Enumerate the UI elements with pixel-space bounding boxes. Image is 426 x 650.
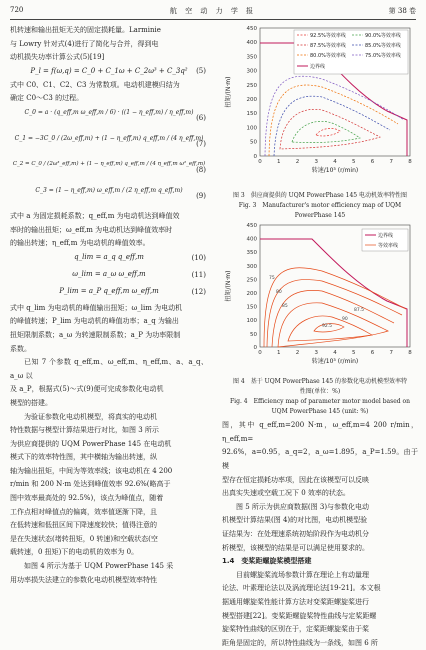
equation-8 (10, 158, 208, 184)
equation-9 (10, 184, 208, 210)
legend-label: 边界线 (378, 232, 394, 239)
legend (294, 30, 408, 74)
contour-label: 80 (276, 289, 282, 295)
intro-paragraph (10, 24, 208, 65)
figure-3-efficiency-map (222, 24, 418, 184)
equation-body: C_3 = (1 − η_eff,m) ω_eff,m / (2 η_eff,m q_eff,m) (35, 186, 183, 194)
y-tick-label: 0 (253, 344, 257, 351)
text-line: 轴为输出扭矩，中间为等效率线；该电动机在 4 200 (10, 466, 173, 475)
y-tick-label: 450 (246, 26, 257, 32)
equation-body: q_lim = a_q q_eff,m (74, 252, 144, 261)
equation-10 (10, 251, 208, 268)
x-tick-label: 4 (333, 159, 337, 165)
propeller-paragraph (222, 569, 418, 650)
y-tick-label: 150 (246, 304, 257, 311)
legend-label: 等效率线 (378, 242, 399, 249)
text-line: 系数。 (10, 344, 31, 353)
text-line: 式中 q_lim 为电动机的峰值输出扭矩；ω_lim 为电动机 (10, 303, 183, 312)
y-tick-label: 300 (246, 68, 257, 75)
figure-3-caption-cn: 图 3 供应商提供的 UQM PowerPhase 145 电动机效率特性图 (233, 191, 407, 199)
x-tick-label: 5 (352, 159, 356, 165)
equation-7 (10, 132, 208, 158)
text-line: 模型搭建[22]。变桨距螺旋桨特性曲线与定桨距螺 (222, 611, 377, 620)
y-tick-label: 0 (253, 153, 257, 160)
equation-body: ω_lim = a_ω ω_eff,m (72, 269, 146, 278)
text-line: 确定 C0～C3 的过程。 (10, 94, 84, 103)
contour-87-5 (278, 302, 388, 346)
y-tick-label: 400 (246, 236, 257, 243)
text-line: 与 Lowry 针对式(4)进行了简化与合并，得到电 (10, 39, 159, 48)
text-line: 型存在恒定损耗功率项，因此在该模型可以反映 (222, 475, 369, 484)
y-tick-label: 200 (246, 97, 257, 103)
x-tick-label: 8 (408, 159, 412, 165)
left-column (10, 24, 208, 587)
text-line: 出真实失速或空载工况下 0 效率的状态。 (222, 489, 350, 498)
text-line: 旋桨特性曲线的区别在于，定桨距螺旋桨由于桨 (222, 625, 369, 634)
contour-87-5 (280, 109, 380, 149)
fig4-intro-paragraph (10, 560, 208, 587)
legend-label: 80.0%等效率线 (310, 53, 346, 59)
equation-body: P_l = f(ω,q) = C_0 + C_1ω + C_2ω³ + C_3q² (30, 66, 188, 75)
text-line: 为验证参数化电动机模型，将真实的电动机 (24, 412, 157, 421)
x-tick-label: 8 (408, 349, 412, 356)
y-tick-label: 450 (246, 222, 257, 229)
text-line: 式中 a 为固定损耗系数；q_eff,m 为电动机达到峰值效 (10, 211, 180, 220)
x-tick-label: 4 (333, 349, 337, 356)
y-tick-label: 150 (246, 111, 257, 118)
y-tick-label: 350 (246, 249, 257, 256)
text-line: 机模型计算结果(图 4)的对比图，电动机模型验 (222, 516, 368, 525)
equation-body: C_2 = C_0 / (2ω³_eff,m) + (1 − η_eff,m) q_eff,m / (4 η_eff,m ω²_eff,m) (12, 160, 206, 167)
volume-label: 第 38 卷 (388, 7, 416, 15)
x-tick-label: 5 (352, 349, 356, 356)
text-line: 扭矩限制系数；a_ω 为转速限制系数；a_P 为功率限制 (10, 330, 181, 339)
text-line: 在低转速和低扭区间下降速度较快；值得注意的 (10, 521, 157, 530)
x-tick-label: 0 (258, 349, 262, 356)
figure-4-caption-en: UQM PowerPhase 145 (unit: %) (271, 408, 369, 416)
text-line: 距角是固定的，所以特性曲线为一条线，如图 6 所 (222, 638, 378, 647)
equation-5 (10, 65, 208, 79)
text-line: 是在失速状态(堵转扭矩，0 转速)和空载状态(空 (10, 534, 158, 543)
y-tick-label: 50 (250, 331, 257, 338)
header-row (10, 6, 416, 18)
text-line: 析模型，该模型的结果是可以满足使用要求的。 (222, 543, 369, 552)
contour-label: 87.5 (354, 307, 365, 313)
figure-3-caption-en: Fig. 3 Manufacturer's motor efficiency map of UQM (238, 201, 402, 209)
equation-body: C_1 = −3C_0 / (2ω_eff,m) + (1 − η_eff,m) q_eff,m / (4 η_eff,m) (14, 134, 204, 142)
x-axis-label: 转速/10³ (r/min) (311, 167, 359, 174)
contour-label: 92.5 (322, 323, 333, 329)
text-line: 图，其中 q_eff,m=200 N·m，ω_eff,m=4 200 r/min，η_eff,m= (222, 421, 418, 443)
x-tick-label: 0 (258, 159, 262, 165)
text-line: 载转速，0 扭矩)下的电动机的效率为 0。 (10, 548, 139, 557)
page-number: 720 (10, 6, 24, 14)
x-ticks (258, 350, 412, 356)
validation-paragraph (10, 411, 208, 561)
text-line: 机转速和输出扭矩无关的固定损耗量。Larminie (10, 26, 161, 34)
text-line: 模式下的效率特性图，其中横轴为输出转速，纵 (10, 453, 157, 462)
y-tick-label: 300 (246, 263, 257, 270)
y-axis-label: 扭矩/(N·m) (225, 76, 232, 108)
text-line: 模型的搭建。 (10, 398, 52, 407)
contour-label: 75 (269, 275, 275, 281)
text-line: 图 5 所示为供应商数据(图 3)与参数化电动 (236, 502, 370, 511)
legend-label: 85.0%等效率线 (365, 43, 401, 49)
x-tick-label: 2 (295, 159, 300, 165)
contour-80 (267, 279, 402, 346)
text-line: 目前螺旋桨流场参数计算在理论上有动量理 (236, 570, 369, 579)
x-tick-label: 3 (314, 349, 318, 356)
y-tick-label: 350 (246, 54, 257, 61)
y-ticks (247, 223, 258, 351)
equation-11 (10, 268, 208, 285)
text-line: 工作点相对峰值点的偏离，效率值逐渐下降，且 (10, 507, 157, 516)
text-line: 式中 C0、C1、C2、C3 为常数项。电动机建模归结为 (10, 80, 180, 89)
equation-number: (7) (196, 140, 206, 149)
y-ticks (247, 26, 258, 160)
text-line: 动机损失功率计算公式(5)[19] (10, 53, 105, 62)
x-ticks (258, 159, 412, 165)
section-heading: 1.4 变桨距螺旋桨模型搭建 (222, 557, 312, 566)
x-tick-label: 6 (370, 159, 375, 165)
y-tick-label: 400 (246, 40, 257, 47)
equation-12 (10, 285, 208, 302)
equation-number: (8) (196, 166, 206, 175)
equation-number: (5) (196, 66, 206, 75)
x-axis-label: 转速/10³ (r/min) (311, 357, 359, 365)
text-line: 为供应商提供的 UQM PowerPhase 145 在电动机 (10, 439, 172, 448)
equation-number: (9) (196, 192, 206, 201)
contour-92-5 (316, 128, 340, 136)
y-tick-label: 200 (246, 290, 257, 297)
contour-label: 90 (342, 316, 348, 322)
params-paragraph (222, 419, 418, 501)
legend-label: 92.5%等效率线 (310, 33, 346, 39)
x-tick-label: 7 (389, 349, 393, 356)
figure-3-caption-en: PowerPhase 145 (294, 211, 346, 219)
text-line: 据通用螺旋桨性能计算方法对变桨距螺旋桨进行 (222, 597, 369, 606)
equation-number: (10) (191, 254, 206, 263)
figure-4-caption-cn: 图 4 基于 UQM PowerPhase 145 的参数化电动机模型效率特 (233, 378, 407, 386)
equation-number: (6) (196, 114, 206, 123)
text-line: 证结果为：在处理速系统初始阶段作为电动机分 (222, 529, 369, 538)
y-tick-label: 100 (246, 317, 257, 324)
y-tick-label: 50 (250, 139, 257, 146)
variables-paragraph (10, 210, 208, 251)
text-line: 图中效率最高处的 92.5%)，该点为峰值点，随着 (10, 494, 164, 503)
text-line: 用功率损失法建立的参数化电动机模型效率特性 (10, 575, 157, 584)
text-line: 特性数据与模型计算结果进行对比，如图 3 所示 (10, 426, 159, 435)
y-tick-label: 250 (246, 276, 257, 283)
contour-90 (292, 121, 360, 142)
text-line: 的峰值转速；P_lim 为电动机的峰值功率；a_q 为输出 (10, 317, 179, 326)
contour-85 (274, 96, 390, 156)
parameters-paragraph (10, 356, 208, 410)
x-tick-label: 1 (277, 159, 281, 165)
equation-number: (11) (191, 271, 206, 280)
text-line: 及 a_P，根据式(5)～式(9)便可完成参数化电动机 (10, 385, 164, 394)
text-line: 率时的输出扭矩；ω_eff,m 为电动机达到峰值效率时 (10, 225, 173, 234)
legend (362, 229, 408, 251)
x-tick-label: 2 (295, 349, 300, 356)
text-line: 论法、叶素理论法以及涡流理论法[19-21]。本文根 (222, 584, 381, 593)
text-line: 92.6%，a=0.95，a_q=2，a_ω=1.895，a_P=1.59。由于模 (222, 448, 418, 470)
legend-label: 90.0%等效率线 (365, 33, 401, 39)
journal-title: 航 空 动 力 学 报 (169, 7, 257, 15)
y-axis-label: 扭矩/(N·m) (225, 270, 232, 302)
right-column (222, 24, 418, 650)
y-tick-label: 250 (246, 82, 257, 89)
equation-6 (10, 106, 208, 132)
legend-label: 75.0%等效率线 (365, 53, 401, 59)
comparison-paragraph (222, 501, 418, 555)
equation-number: (12) (191, 288, 206, 297)
x-tick-label: 1 (277, 349, 281, 356)
legend-label: 边界线 (310, 64, 326, 70)
figure-4-caption-en: Fig. 4 Efficiency map of parameter motor model based on (230, 398, 410, 406)
text-line: r/min 和 200 N·m 处达到峰值效率 92.6%(略高于 (10, 480, 171, 489)
legend-label: 87.5%等效率线 (310, 43, 346, 49)
equation-body: C_0 = a · (q_eff,m ω_eff,m / 6) · ((1 − η_eff,m) / η_eff,m) (24, 108, 194, 116)
x-tick-label: 6 (370, 349, 375, 356)
x-tick-label: 3 (314, 159, 318, 165)
limits-paragraph (10, 302, 208, 356)
figure-4-efficiency-map (222, 221, 418, 371)
equation-body: P_lim = a_P q_eff,m ω_eff,m (59, 286, 159, 295)
text-line: 的输出转速；η_eff,m 为电动机的峰值效率。 (10, 239, 150, 248)
contour-75 (265, 76, 404, 156)
text-line: 如图 4 所示为基于 UQM PowerPhase 145 采 (24, 562, 174, 571)
y-tick-label: 100 (246, 125, 257, 132)
contour-80 (269, 85, 398, 156)
contour-label: 85 (282, 303, 288, 309)
header-rule (10, 19, 416, 20)
text-line: 已知 7 个参数 q_eff,m、ω_eff,m、η_eff,m、a、a_q、a_ω 以 (10, 358, 208, 380)
x-tick-label: 7 (389, 159, 393, 165)
figure-4-caption-cn: 性图(单位：%) (299, 388, 341, 396)
